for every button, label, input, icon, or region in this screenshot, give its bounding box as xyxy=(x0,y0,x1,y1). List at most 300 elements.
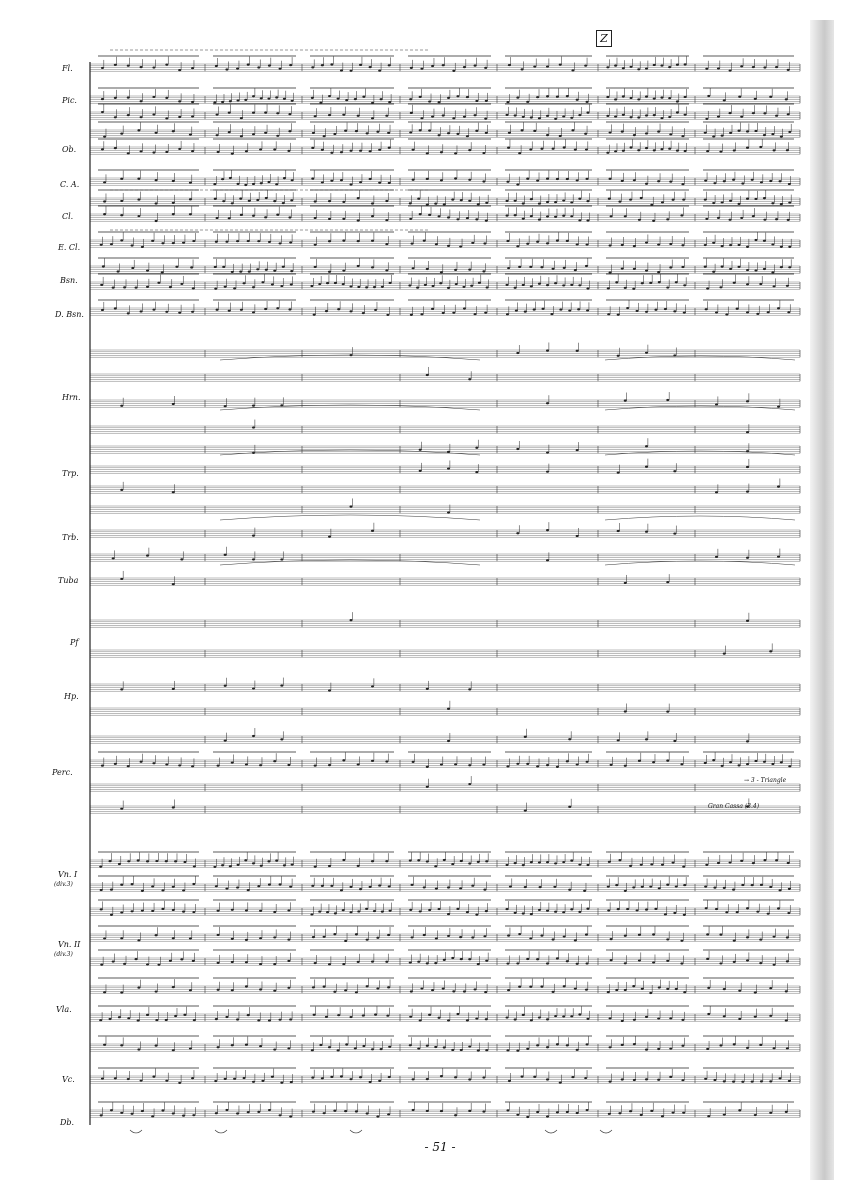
notehead xyxy=(328,764,331,766)
notehead xyxy=(570,908,573,910)
notehead xyxy=(330,63,333,65)
notehead xyxy=(231,1044,234,1046)
notehead xyxy=(214,266,217,268)
notehead xyxy=(771,243,774,245)
notehead xyxy=(640,1114,643,1116)
notehead xyxy=(228,111,231,113)
notehead xyxy=(231,989,234,991)
notehead xyxy=(357,286,360,288)
notehead xyxy=(426,178,429,180)
notehead xyxy=(482,763,485,765)
notehead xyxy=(408,284,411,286)
notehead xyxy=(568,889,571,891)
notehead xyxy=(141,246,144,248)
notehead xyxy=(786,960,789,962)
notehead xyxy=(175,266,178,268)
notehead xyxy=(526,958,529,960)
notehead xyxy=(146,963,149,965)
notehead xyxy=(586,243,589,245)
notehead xyxy=(120,239,123,241)
notehead xyxy=(506,240,509,242)
notehead xyxy=(463,66,466,68)
notehead xyxy=(680,763,683,765)
notehead xyxy=(583,890,586,892)
label-bassoon: Bsn. xyxy=(60,276,78,285)
notehead xyxy=(426,860,429,862)
notehead xyxy=(645,183,648,185)
notehead xyxy=(287,909,290,911)
notehead xyxy=(652,761,655,763)
notehead xyxy=(273,270,276,272)
notehead xyxy=(431,116,434,118)
notehead xyxy=(785,990,788,992)
notehead xyxy=(645,352,648,354)
notehead xyxy=(576,179,579,181)
slur xyxy=(220,560,480,565)
notehead xyxy=(508,1080,511,1082)
notehead xyxy=(666,286,669,288)
slur xyxy=(605,561,795,565)
notehead xyxy=(477,203,480,205)
notehead xyxy=(715,403,718,405)
notehead xyxy=(570,201,573,203)
notehead xyxy=(777,907,780,909)
notehead xyxy=(475,218,478,220)
notehead xyxy=(540,985,543,987)
notehead xyxy=(314,115,317,117)
notehead xyxy=(357,220,360,222)
notehead xyxy=(482,270,485,272)
notehead xyxy=(786,149,789,151)
notehead xyxy=(661,201,664,203)
notehead xyxy=(342,114,345,116)
notehead xyxy=(484,312,487,314)
notehead xyxy=(371,266,374,268)
notehead xyxy=(225,1016,228,1018)
notehead xyxy=(788,183,791,185)
notehead xyxy=(649,992,652,994)
notehead xyxy=(754,130,757,132)
notehead xyxy=(264,216,267,218)
notehead xyxy=(172,242,175,244)
notehead xyxy=(369,66,372,68)
notehead xyxy=(409,218,412,220)
notehead xyxy=(257,66,260,68)
label-trombone: Trb. xyxy=(62,533,79,542)
notehead xyxy=(624,215,627,217)
notehead xyxy=(606,96,609,98)
notehead xyxy=(409,98,412,100)
notehead xyxy=(387,986,390,988)
notehead xyxy=(606,152,609,154)
notehead xyxy=(524,810,527,812)
page-edge-shadow xyxy=(810,20,834,1180)
notehead xyxy=(474,114,477,116)
notehead xyxy=(355,130,358,132)
notehead xyxy=(526,178,529,180)
notehead xyxy=(389,910,392,912)
notehead xyxy=(719,286,722,288)
notehead xyxy=(428,214,431,216)
notehead xyxy=(666,581,669,583)
notehead xyxy=(101,67,104,69)
notehead xyxy=(456,1013,459,1015)
label-viola: Vla. xyxy=(56,1005,72,1014)
notehead xyxy=(733,1043,736,1045)
notehead xyxy=(117,270,120,272)
notehead xyxy=(719,151,722,153)
notehead xyxy=(746,311,749,313)
notehead xyxy=(715,908,718,910)
notehead xyxy=(385,860,388,862)
notehead xyxy=(182,911,185,913)
notehead xyxy=(385,115,388,117)
notehead xyxy=(172,937,175,939)
notehead xyxy=(442,312,445,314)
notehead xyxy=(387,132,390,134)
notehead xyxy=(419,470,422,472)
label-cello: Vc. xyxy=(62,1075,75,1084)
notehead xyxy=(705,218,708,220)
notehead xyxy=(311,885,314,887)
notehead xyxy=(526,101,529,103)
notehead xyxy=(447,708,450,710)
notehead xyxy=(645,1049,648,1051)
notehead xyxy=(409,909,412,911)
notehead xyxy=(291,100,294,102)
notehead xyxy=(261,281,264,283)
notehead xyxy=(118,1016,121,1018)
notehead xyxy=(468,1045,471,1047)
notehead xyxy=(763,112,766,114)
notehead xyxy=(409,1016,412,1018)
notehead xyxy=(313,314,316,316)
notehead xyxy=(633,1079,636,1081)
notehead xyxy=(607,313,610,315)
notehead xyxy=(101,1077,104,1079)
notehead xyxy=(454,152,457,154)
notehead xyxy=(638,760,641,762)
notehead xyxy=(536,1044,539,1046)
notehead xyxy=(289,1116,292,1118)
notehead xyxy=(267,860,270,862)
notehead xyxy=(484,118,487,120)
notehead xyxy=(637,98,640,100)
notehead xyxy=(434,962,437,964)
notehead xyxy=(342,270,345,272)
notehead xyxy=(155,1045,158,1047)
notehead xyxy=(213,183,216,185)
notehead xyxy=(217,989,220,991)
notehead xyxy=(576,535,579,537)
notehead xyxy=(456,218,459,220)
notehead xyxy=(222,200,225,202)
notehead xyxy=(538,202,541,204)
notehead xyxy=(311,1049,314,1051)
notehead xyxy=(705,118,708,120)
notehead xyxy=(514,862,517,864)
notehead xyxy=(554,216,557,218)
notehead xyxy=(411,884,414,886)
notehead xyxy=(475,100,478,102)
notehead xyxy=(328,114,331,116)
notehead xyxy=(763,197,766,199)
notehead xyxy=(236,1112,239,1114)
notehead xyxy=(225,887,228,889)
notehead xyxy=(475,471,478,473)
notehead xyxy=(172,886,175,888)
notehead xyxy=(431,989,434,991)
notehead xyxy=(344,129,347,131)
notehead xyxy=(704,199,707,201)
notehead xyxy=(440,151,443,153)
notehead xyxy=(118,863,121,865)
notehead xyxy=(359,888,362,890)
notehead xyxy=(276,112,279,114)
notehead xyxy=(276,307,279,309)
notehead xyxy=(578,1013,581,1015)
notehead xyxy=(533,1076,536,1078)
notehead xyxy=(288,308,291,310)
notehead xyxy=(759,1044,762,1046)
notehead xyxy=(754,198,757,200)
notehead xyxy=(633,268,636,270)
notehead xyxy=(584,133,587,135)
notehead xyxy=(633,1043,636,1045)
notehead xyxy=(672,199,675,201)
notehead xyxy=(243,282,246,284)
notehead xyxy=(608,1113,611,1115)
notehead xyxy=(355,1110,358,1112)
notehead xyxy=(617,739,620,741)
notehead xyxy=(245,909,248,911)
notehead xyxy=(741,1081,744,1083)
notehead xyxy=(621,244,624,246)
notehead xyxy=(120,178,123,180)
notehead xyxy=(632,886,635,888)
notehead xyxy=(114,116,117,118)
notehead xyxy=(681,244,684,246)
notehead xyxy=(193,865,196,867)
notehead xyxy=(180,558,183,560)
notehead xyxy=(723,887,726,889)
notehead xyxy=(506,181,509,183)
notehead xyxy=(626,307,629,309)
notehead xyxy=(245,985,248,987)
notehead xyxy=(328,271,331,273)
notehead xyxy=(229,865,232,867)
notehead xyxy=(566,960,569,962)
notehead xyxy=(131,910,134,912)
notehead xyxy=(120,200,123,202)
notehead xyxy=(99,1019,102,1021)
slur xyxy=(605,516,795,520)
notehead xyxy=(419,910,422,912)
notehead xyxy=(157,964,160,966)
notehead xyxy=(645,95,648,97)
notehead xyxy=(630,97,633,99)
notehead xyxy=(719,933,722,935)
notehead xyxy=(409,859,412,861)
notehead xyxy=(146,860,149,862)
notehead xyxy=(546,1116,549,1118)
notehead xyxy=(165,117,168,119)
notehead xyxy=(518,152,521,154)
notehead xyxy=(101,309,104,311)
notehead xyxy=(247,889,250,891)
notehead xyxy=(626,908,629,910)
notehead xyxy=(562,861,565,863)
notehead xyxy=(359,181,362,183)
notehead xyxy=(607,287,610,289)
notehead xyxy=(366,985,369,987)
notehead xyxy=(638,219,641,221)
notehead xyxy=(621,131,624,133)
notehead xyxy=(259,910,262,912)
notehead xyxy=(652,961,655,963)
notehead xyxy=(426,766,429,768)
notehead xyxy=(257,240,260,242)
notehead xyxy=(127,860,130,862)
notehead xyxy=(112,287,115,289)
notehead xyxy=(640,864,643,866)
notehead xyxy=(653,97,656,99)
notehead xyxy=(165,860,168,862)
notehead xyxy=(321,1077,324,1079)
notehead xyxy=(273,936,276,938)
notehead xyxy=(247,240,250,242)
notehead xyxy=(409,131,412,133)
notehead xyxy=(127,152,130,154)
notehead xyxy=(279,883,282,885)
notehead xyxy=(328,95,331,97)
notehead xyxy=(536,96,539,98)
notehead xyxy=(540,148,543,150)
notehead xyxy=(738,1109,741,1111)
notehead xyxy=(615,884,618,886)
notehead xyxy=(137,1048,140,1050)
notehead xyxy=(217,934,220,936)
notehead xyxy=(672,1111,675,1113)
notehead xyxy=(137,198,140,200)
notehead xyxy=(468,862,471,864)
notehead xyxy=(257,1019,260,1021)
notehead xyxy=(666,399,669,401)
notehead xyxy=(645,466,648,468)
notehead xyxy=(721,765,724,767)
notehead xyxy=(684,63,687,65)
notehead xyxy=(282,202,285,204)
notehead xyxy=(738,244,741,246)
notehead xyxy=(746,400,749,402)
notehead xyxy=(192,960,195,962)
notehead xyxy=(675,988,678,990)
notehead xyxy=(385,760,388,762)
notehead xyxy=(330,1076,333,1078)
notehead xyxy=(180,958,183,960)
notehead xyxy=(216,217,219,219)
notehead xyxy=(428,1014,431,1016)
notehead xyxy=(779,1077,782,1079)
notehead xyxy=(217,1046,220,1048)
notehead xyxy=(729,200,732,202)
notehead xyxy=(514,287,517,289)
notehead xyxy=(522,116,525,118)
notehead xyxy=(754,992,757,994)
notehead xyxy=(452,990,455,992)
notehead xyxy=(562,1015,565,1017)
notehead xyxy=(576,963,579,965)
notehead xyxy=(637,68,640,70)
notehead xyxy=(140,150,143,152)
notehead xyxy=(763,134,766,136)
notehead xyxy=(546,242,549,244)
notehead xyxy=(276,135,279,137)
notehead xyxy=(506,908,509,910)
notehead xyxy=(442,64,445,66)
notehead xyxy=(666,218,669,220)
notehead xyxy=(330,152,333,154)
notehead xyxy=(385,219,388,221)
notehead xyxy=(342,201,345,203)
notehead xyxy=(371,117,374,119)
notehead xyxy=(357,115,360,117)
notehead xyxy=(314,200,317,202)
notehead xyxy=(485,960,488,962)
notehead xyxy=(252,735,255,737)
notehead xyxy=(649,885,652,887)
notehead xyxy=(657,131,660,133)
notehead xyxy=(746,269,749,271)
notehead xyxy=(562,215,565,217)
notehead xyxy=(664,308,667,310)
notehead xyxy=(759,938,762,940)
notehead xyxy=(172,491,175,493)
notehead xyxy=(468,688,471,690)
notehead xyxy=(271,283,274,285)
notehead xyxy=(518,933,521,935)
notehead xyxy=(261,1080,264,1082)
notehead xyxy=(477,963,480,965)
notehead xyxy=(412,1109,415,1111)
notehead xyxy=(321,64,324,66)
notehead xyxy=(416,286,419,288)
notehead xyxy=(707,1115,710,1117)
notehead xyxy=(654,908,657,910)
notehead xyxy=(552,148,555,150)
notehead xyxy=(788,131,791,133)
notehead xyxy=(426,1110,429,1112)
notehead xyxy=(736,911,739,913)
notehead xyxy=(172,583,175,585)
notehead xyxy=(466,217,469,219)
notehead xyxy=(683,311,686,313)
notehead xyxy=(684,113,687,115)
notehead xyxy=(514,912,517,914)
notehead xyxy=(760,884,763,886)
notehead xyxy=(484,991,487,993)
notehead xyxy=(350,619,353,621)
notehead xyxy=(787,862,790,864)
notehead xyxy=(515,309,518,311)
notehead xyxy=(244,184,247,186)
notehead xyxy=(462,286,465,288)
notehead xyxy=(371,240,374,242)
notehead xyxy=(676,150,679,152)
notehead xyxy=(334,912,337,914)
notehead xyxy=(521,129,524,131)
notehead xyxy=(362,1014,365,1016)
